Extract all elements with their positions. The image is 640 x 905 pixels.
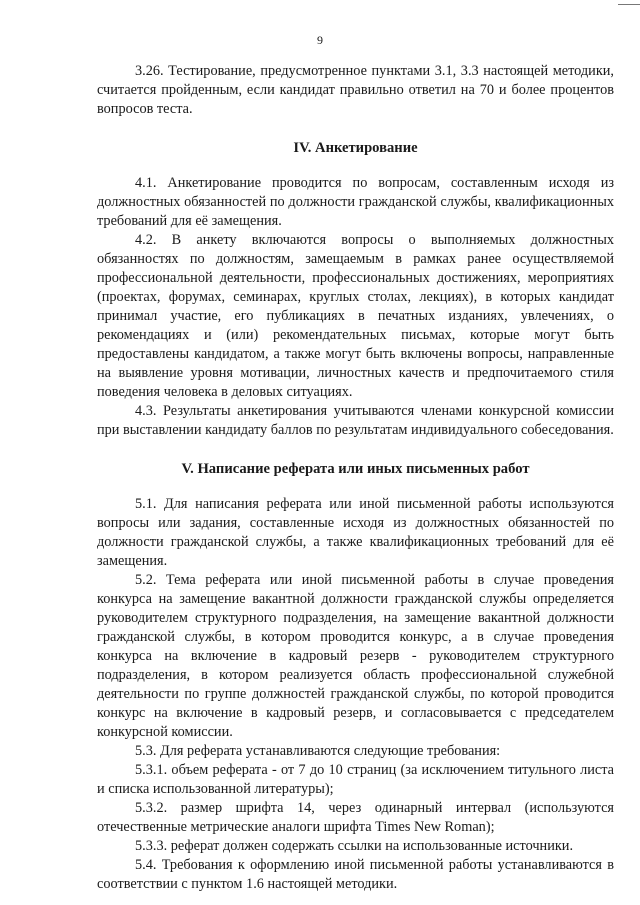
paragraph-5-2: 5.2. Тема реферата или иной письменной работы в случае проведения конкурса на замещение вакантной должности гражданской службы определяется руководителем структурного подразделения, на замещение вакантной должности гражданской службы, в котором проводится конкурс, а в случае проведения конкурса на включение в кадровый резерв - руководителем структурного подразделения, в котором реализуется область профессиональной служебной деятельности по группе должностей гражданской службы, по которой проводится конкурс на включение в кадровый резерв, и согласовывается с председателем конкурсной комиссии. xyxy=(97,572,614,740)
paragraph-5-3-3: 5.3.3. реферат должен содержать ссылки на использованные источники. xyxy=(135,838,574,854)
section-5-heading: V. Написание реферата или иных письменных работ xyxy=(181,461,530,477)
corner-mark xyxy=(618,0,640,5)
paragraph-4-2: 4.2. В анкету включаются вопросы о выполняемых должностных обязанностях по должностям, замещаемым в рамках ранее осуществляемой профессиональной деятельности, профессиональных достижениях, мероприятиях (проектах, форумах, семинарах, круглых столах, лекциях), в которых кандидат принимал участие, его публикациях в печатных изданиях, увлечениях, о рекомендациях и (или) рекомендательных письмах, которые могут быть предоставлены кандидатом, а также могут быть включены вопросы, направленные на выявление уровня мотивации, личностных качеств и предпочитаемого стиля поведения человека в деловых ситуациях. xyxy=(97,232,614,400)
section-4-heading: IV. Анкетирование xyxy=(293,140,418,156)
paragraph-4-1: 4.1. Анкетирование проводится по вопросам, составленным исходя из должностных обязанностей по должности гражданской службы, квалификационных требований для её замещения. xyxy=(97,175,614,229)
paragraph-3-26: 3.26. Тестирование, предусмотренное пунктами 3.1, 3.3 настоящей методики, считается пройденным, если кандидат правильно ответил на 70 и более процентов вопросов теста. xyxy=(97,63,614,117)
document-body xyxy=(97,62,614,894)
paragraph-5-4: 5.4. Требования к оформлению иной письменной работы устанавливаются в соответствии с пунктом 1.6 настоящей методики. xyxy=(97,857,614,892)
page-number: 9 xyxy=(317,33,323,47)
paragraph-5-1: 5.1. Для написания реферата или иной письменной работы используются вопросы или задания, составленные исходя из должностных обязанностей по должности гражданской службы, а также квалификационных требований для её замещения. xyxy=(97,496,614,569)
paragraph-5-3-2: 5.3.2. размер шрифта 14, через одинарный интервал (используются отечественные метрические аналоги шрифта Times New Roman); xyxy=(97,800,614,835)
paragraph-4-3: 4.3. Результаты анкетирования учитываются членами конкурсной комиссии при выставлении кандидату баллов по результатам индивидуального собеседования. xyxy=(97,403,614,438)
paragraph-5-3-1: 5.3.1. объем реферата - от 7 до 10 страниц (за исключением титульного листа и списка использованной литературы); xyxy=(97,762,614,797)
paragraph-5-3: 5.3. Для реферата устанавливаются следующие требования: xyxy=(135,743,501,759)
